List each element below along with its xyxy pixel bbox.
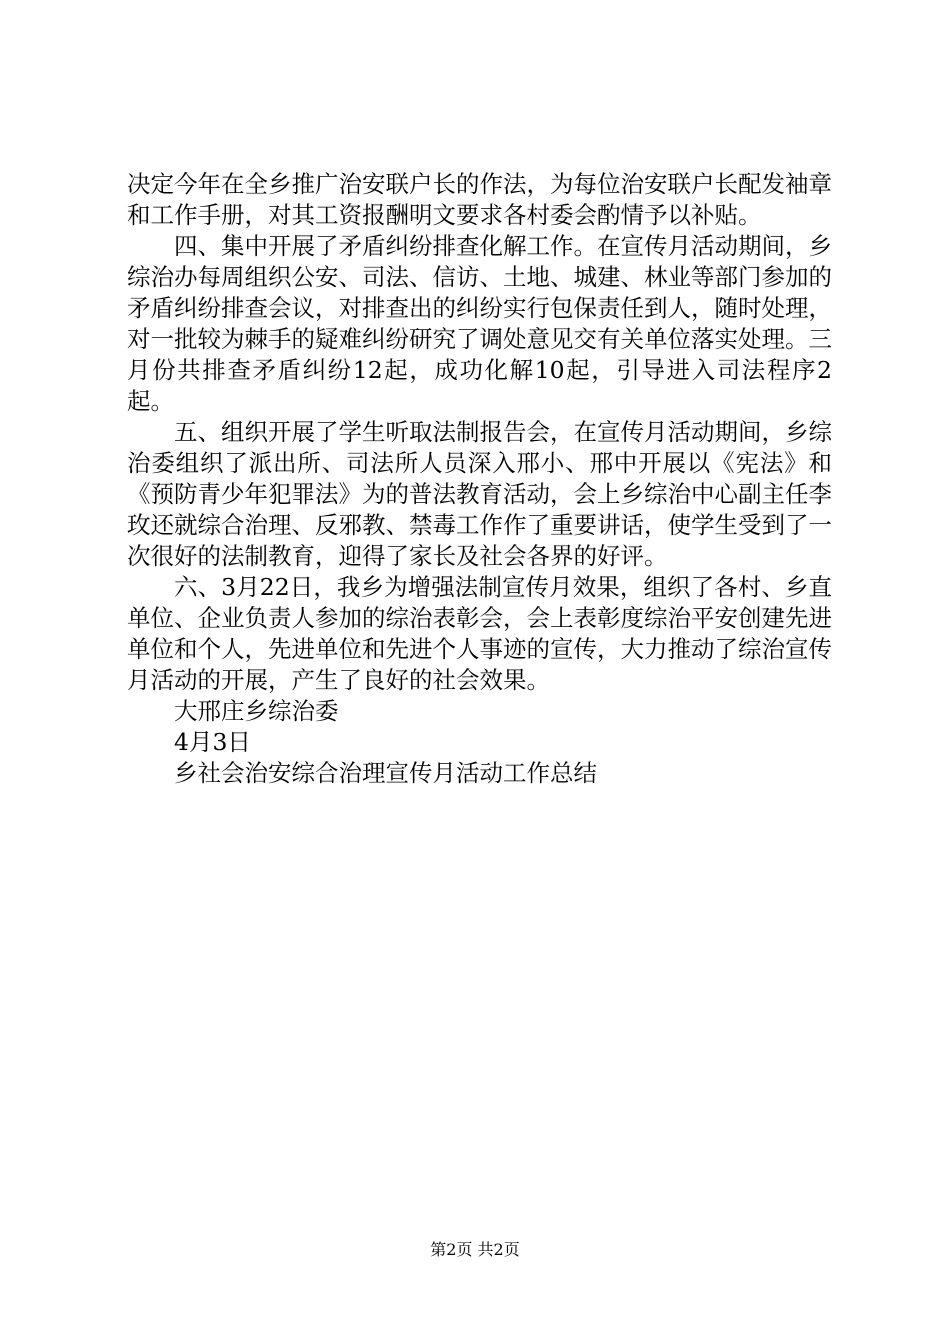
paragraph-section-six: 六、3月22日，我乡为增强法制宣传月效果，组织了各村、乡直单位、企业负责人参加的综治表彰会，会上表彰度综治平安创建先进单位和个人，先进单位和先进个人事迹的宣传，大力推动了综治宣传月活动的开展，产生了良好的社会效果。 [127,573,832,694]
signature-line: 大邢庄乡综治委 [174,697,339,725]
closing-title-line: 乡社会治安综合治理宣传月活动工作总结 [174,759,597,787]
document-body [127,169,832,789]
paragraph-section-four: 四、集中开展了矛盾纠纷排查化解工作。在宣传月活动期间，乡综治办每周组织公安、司法、信访、土地、城建、林业等部门参加的矛盾纠纷排查会议，对排查出的纠纷实行包保责任到人，随时处理，对一批较为棘手的疑难纠纷研究了调处意见交有关单位落实处理。三月份共排查矛盾纠纷12起，成功化解10起，引导进入司法程序2起。 [127,232,832,415]
paragraph-continued: 决定今年在全乡推广治安联户长的作法，为每位治安联户长配发袖章和工作手册，对其工资报酬明文要求各村委会酌情予以补贴。 [127,170,832,229]
date-line: 4月3日 [174,728,251,756]
paragraph-section-five: 五、组织开展了学生听取法制报告会，在宣传月活动期间，乡综治委组织了派出所、司法所人员深入邢小、邢中开展以《宪法》和《预防青少年犯罪法》为的普法教育活动，会上乡综治中心副主任李玫还就综合治理、反邪教、禁毒工作作了重要讲话，使学生受到了一次很好的法制教育，迎得了家长及社会各界的好评。 [127,418,832,570]
page-number-footer: 第2页 共2页 [430,1240,520,1259]
